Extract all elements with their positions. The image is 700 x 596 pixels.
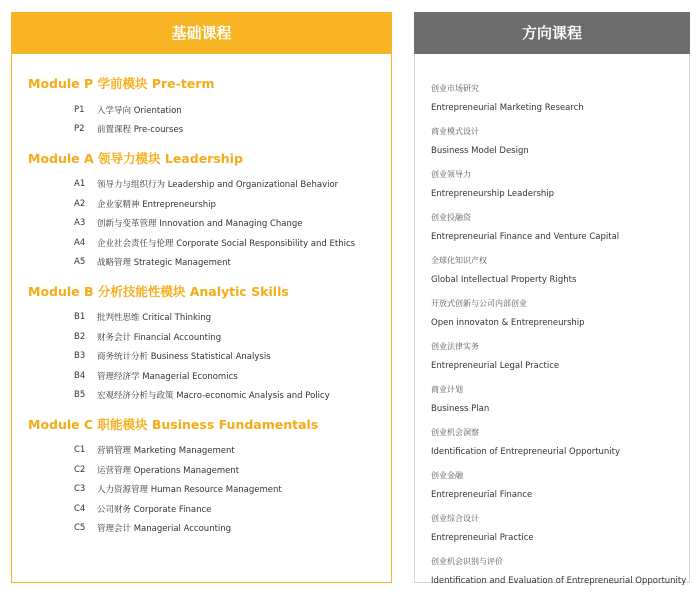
direction-course-cn: 创业领导力 bbox=[431, 170, 471, 179]
direction-course-en: Entrepreneurial Finance bbox=[431, 490, 533, 500]
course-name: 公司财务 Corporate Finance bbox=[97, 504, 212, 515]
course-code: B5 bbox=[74, 389, 86, 400]
course-code: B4 bbox=[74, 370, 86, 381]
course-item bbox=[28, 518, 391, 537]
course-name: 商务统计分析 Business Statistical Analysis bbox=[97, 352, 271, 363]
course-item bbox=[28, 100, 391, 119]
module-title: Module C 职能模块 Business Fundamentals bbox=[28, 416, 319, 432]
course-name: 创新与变革管理 Innovation and Managing Change bbox=[97, 219, 303, 230]
course-code: A2 bbox=[74, 198, 86, 209]
direction-courses-list bbox=[415, 54, 689, 596]
course-code: A4 bbox=[74, 237, 86, 248]
direction-course-en: Entrepreneurship Leadership bbox=[431, 189, 555, 199]
direction-course-item bbox=[431, 80, 689, 123]
course-name: 营销管理 Marketing Management bbox=[97, 446, 235, 457]
course-item bbox=[28, 308, 391, 327]
course-name: 管理会计 Managerial Accounting bbox=[97, 523, 232, 534]
direction-course-cn: 开放式创新与公司内部创业 bbox=[431, 299, 527, 308]
course-name: 宏观经济分析与政策 Macro-economic Analysis and Policy bbox=[97, 390, 330, 401]
module-section bbox=[28, 282, 391, 405]
course-code: A1 bbox=[74, 179, 86, 190]
direction-course-cn: 全球化知识产权 bbox=[431, 256, 487, 265]
course-item bbox=[28, 252, 391, 271]
basic-courses-panel bbox=[11, 12, 392, 583]
course-item bbox=[28, 441, 391, 460]
course-item bbox=[28, 460, 391, 479]
direction-course-item bbox=[431, 166, 689, 209]
module-section bbox=[28, 74, 391, 139]
course-code: P2 bbox=[74, 124, 85, 135]
course-item bbox=[28, 347, 391, 366]
course-item bbox=[28, 214, 391, 233]
course-name: 入学导向 Orientation bbox=[97, 105, 182, 116]
basic-courses-list bbox=[12, 54, 391, 538]
course-item bbox=[28, 175, 391, 194]
direction-course-cn: 商业模式设计 bbox=[431, 127, 479, 136]
course-code: C2 bbox=[74, 464, 86, 475]
course-name: 批判性思维 Critical Thinking bbox=[97, 313, 212, 324]
course-item bbox=[28, 233, 391, 252]
direction-course-item bbox=[431, 553, 689, 596]
direction-courses-header: 方向课程 bbox=[414, 12, 690, 54]
direction-course-item bbox=[431, 252, 689, 295]
direction-course-item bbox=[431, 123, 689, 166]
direction-course-cn: 商业计划 bbox=[431, 385, 463, 394]
course-item bbox=[28, 119, 391, 138]
direction-course-item bbox=[431, 467, 689, 510]
course-item bbox=[28, 194, 391, 213]
direction-course-en: Entrepreneurial Legal Practice bbox=[431, 361, 560, 371]
direction-courses-panel bbox=[414, 12, 690, 586]
course-name: 人力资源管理 Human Resource Management bbox=[97, 485, 282, 496]
direction-course-cn: 创业综合设计 bbox=[431, 514, 479, 523]
course-name: 企业家精神 Entrepreneurship bbox=[97, 199, 216, 210]
direction-course-item bbox=[431, 209, 689, 252]
course-code: B2 bbox=[74, 331, 86, 342]
course-code: C3 bbox=[74, 484, 86, 495]
course-code: A5 bbox=[74, 257, 86, 268]
direction-course-cn: 创业机会洞察 bbox=[431, 428, 479, 437]
course-code: B1 bbox=[74, 312, 86, 323]
course-code: C5 bbox=[74, 522, 86, 533]
course-name: 财务会计 Financial Accounting bbox=[97, 332, 222, 343]
direction-course-cn: 创业金融 bbox=[431, 471, 463, 480]
module-section bbox=[28, 415, 391, 538]
course-code: B3 bbox=[74, 351, 86, 362]
course-name: 企业社会责任与伦理 Corporate Social Responsibility and Ethics bbox=[97, 238, 356, 249]
module-title: Module P 学前模块 Pre-term bbox=[28, 76, 215, 91]
direction-course-cn: 创业市场研究 bbox=[431, 84, 479, 93]
course-code: A3 bbox=[74, 218, 86, 229]
direction-course-item bbox=[431, 295, 689, 338]
course-code: C4 bbox=[74, 503, 86, 514]
basic-courses-header: 基础课程 bbox=[11, 12, 392, 54]
course-name: 管理经济学 Managerial Economics bbox=[97, 371, 238, 382]
module-section bbox=[28, 149, 391, 272]
direction-course-item bbox=[431, 381, 689, 424]
course-name: 领导力与组织行为 Leadership and Organizational Behavior bbox=[97, 180, 339, 191]
direction-course-en: Entrepreneurial Marketing Research bbox=[431, 103, 584, 113]
course-item bbox=[28, 499, 391, 518]
course-item bbox=[28, 385, 391, 404]
course-name: 运营管理 Operations Management bbox=[97, 465, 240, 476]
course-name: 前置课程 Pre-courses bbox=[97, 125, 184, 136]
course-item bbox=[28, 327, 391, 346]
module-title: Module A 领导力模块 Leadership bbox=[28, 150, 243, 166]
module-title: Module B 分析技能性模块 Analytic Skills bbox=[28, 283, 289, 299]
direction-course-cn: 创业机会识别与评价 bbox=[431, 557, 503, 566]
course-item bbox=[28, 366, 391, 385]
course-item bbox=[28, 479, 391, 498]
direction-course-item bbox=[431, 338, 689, 381]
direction-course-cn: 创业法律实务 bbox=[431, 342, 479, 351]
direction-course-en: Business Plan bbox=[431, 404, 490, 414]
direction-course-en: Entrepreneurial Practice bbox=[431, 533, 534, 543]
course-code: C1 bbox=[74, 445, 86, 456]
direction-course-cn: 创业投融资 bbox=[431, 213, 471, 222]
direction-course-en: Identification and Evaluation of Entrepreneurial Opportunity bbox=[431, 576, 687, 586]
course-name: 战略管理 Strategic Management bbox=[97, 258, 231, 269]
direction-course-en: Business Model Design bbox=[431, 146, 529, 156]
direction-course-en: Open innovaton & Entrepreneurship bbox=[431, 318, 585, 328]
direction-course-en: Identification of Entrepreneurial Opportunity bbox=[431, 447, 621, 457]
direction-course-item bbox=[431, 424, 689, 467]
direction-course-en: Entrepreneurial Finance and Venture Capital bbox=[431, 232, 620, 242]
course-code: P1 bbox=[74, 104, 85, 115]
direction-course-item bbox=[431, 510, 689, 553]
direction-course-en: Global Intellectual Property Rights bbox=[431, 275, 577, 285]
